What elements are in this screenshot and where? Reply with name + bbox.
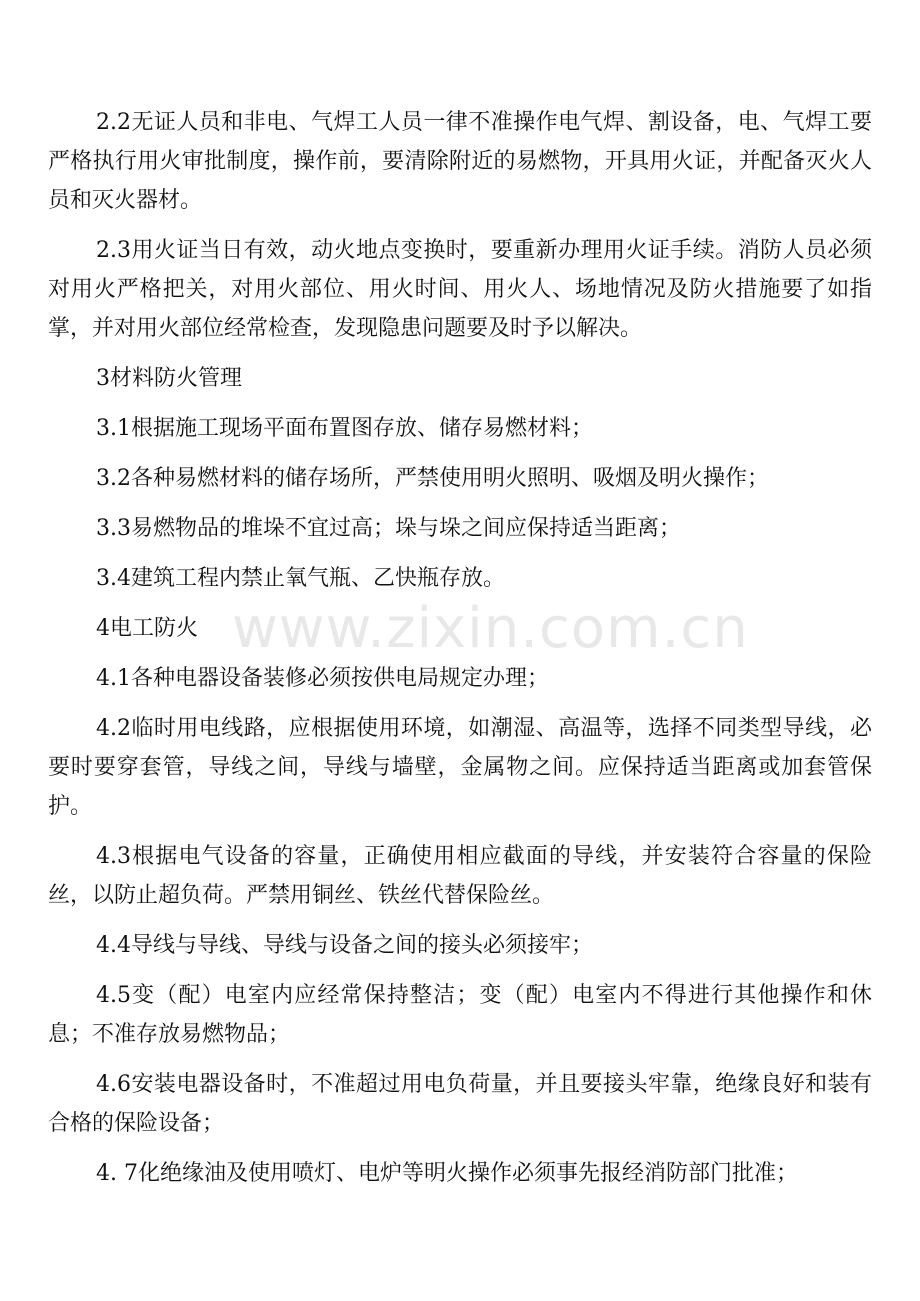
paragraph-4-2: 4.2临时用电线路，应根据使用环境，如潮湿、高温等，选择不同类型导线，必要时要穿套管，导线之间，导线与墙壁，金属物之间。应保持适当距离或加套管保护。 <box>48 716 872 819</box>
paragraph-4-5: 4.5变（配）电室内应经常保持整洁；变（配）电室内不得进行其他操作和休息；不准存放易燃物品； <box>48 983 872 1047</box>
paragraph-3-2: 3.2各种易燃材料的储存场所，严禁使用明火照明、吸烟及明火操作； <box>96 466 769 491</box>
paragraph-2-2: 2.2无证人员和非电、气焊工人员一律不准操作电气焊、割设备，电、气焊工要严格执行用火审批制度，操作前，要清除附近的易燃物，开具用火证，并配备灭火人员和灭火器材。 <box>48 110 872 213</box>
paragraph-4-7: 4. 7化绝缘油及使用喷灯、电炉等明火操作必须事先报经消防部门批准； <box>96 1161 798 1186</box>
paragraph-3-3: 3.3易燃物品的堆垛不宜过高；垛与垛之间应保持适当距离； <box>96 516 681 541</box>
paragraph-4-6: 4.6安装电器设备时，不准超过用电负荷量，并且要接头牢靠，绝缘良好和装有合格的保险设备； <box>48 1072 872 1136</box>
section-heading-3: 3材料防火管理 <box>96 366 242 391</box>
watermark: www.zixin.com.cn <box>232 596 749 661</box>
paragraph-3-1: 3.1根据施工现场平面布置图存放、储存易燃材料； <box>96 416 593 441</box>
paragraph-4-1: 4.1各种电器设备装修必须按供电局规定办理； <box>96 666 549 691</box>
paragraph-4-4: 4.4导线与导线、导线与设备之间的接头必须接牢； <box>96 933 593 958</box>
paragraph-4-3: 4.3根据电气设备的容量，正确使用相应截面的导线，并安装符合容量的保险丝，以防止超负荷。严禁用铜丝、铁丝代替保险丝。 <box>48 844 872 908</box>
paragraph-3-4: 3.4建筑工程内禁止氧气瓶、乙快瓶存放。 <box>96 566 505 591</box>
section-heading-4: 4电工防火 <box>96 616 198 641</box>
paragraph-2-3: 2.3用火证当日有效，动火地点变换时，要重新办理用火证手续。消防人员必须对用火严格把关，对用火部位、用火时间、用火人、场地情况及防火措施要了如指掌，并对用火部位经常检查，发现隐患问题要及时予以解决。 <box>48 238 872 341</box>
